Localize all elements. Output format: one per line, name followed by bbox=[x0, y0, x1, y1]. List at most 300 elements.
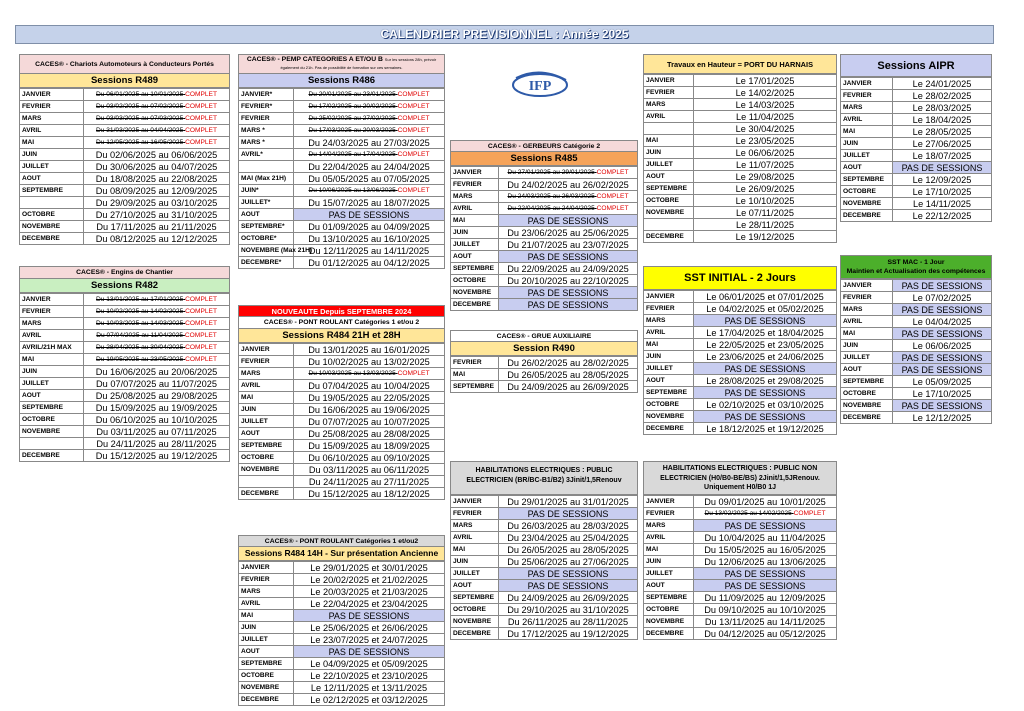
date-cell: Le 29/08/2025 bbox=[694, 171, 837, 183]
date-cell: Du 24/11/2025 au 27/11/2025 bbox=[294, 476, 445, 488]
table-row bbox=[239, 634, 445, 646]
complet-badge: COMPLET bbox=[397, 126, 430, 134]
complet-badge: COMPLET bbox=[397, 102, 430, 110]
table-row bbox=[239, 682, 445, 694]
date-cell: Du 24/09/2025 au 26/09/2025 bbox=[499, 592, 638, 604]
table-row bbox=[644, 339, 837, 351]
table-row bbox=[451, 532, 638, 544]
table-row bbox=[239, 149, 445, 161]
month-cell: FEVRIER bbox=[644, 87, 694, 99]
table-row bbox=[451, 275, 638, 287]
complet-badge: COMPLET bbox=[397, 369, 430, 377]
month-cell: OCTOBRE bbox=[239, 670, 294, 682]
table-row bbox=[451, 604, 638, 616]
month-cell: MAI bbox=[644, 544, 694, 556]
header-title: SST MAC - 1 Jour bbox=[887, 259, 945, 266]
date-cell: Le 17/01/2025 bbox=[694, 75, 837, 87]
table-row bbox=[239, 562, 445, 574]
date-text: Du 25/02/2025 au 27/02/2025 bbox=[308, 114, 396, 122]
date-cell: Le 28/08/2025 et 29/08/2025 bbox=[694, 375, 837, 387]
complet-badge: COMPLET bbox=[596, 204, 629, 212]
table-row bbox=[239, 245, 445, 257]
month-cell: DECEMBRE bbox=[239, 488, 294, 500]
date-cell: Du 25/08/2025 au 28/08/2025 bbox=[294, 428, 445, 440]
session-title: Sessions R489 bbox=[19, 74, 230, 88]
session-title: Session R490 bbox=[450, 342, 638, 356]
date-cell: Du 15/09/2025 au 18/09/2025 bbox=[294, 440, 445, 452]
month-cell: DECEMBRE bbox=[644, 423, 694, 435]
month-cell: MAI bbox=[841, 328, 893, 340]
table-row bbox=[20, 113, 230, 125]
month-cell: NOVEMBRE bbox=[20, 426, 84, 438]
table-row bbox=[239, 233, 445, 245]
page-title: CALENDRIER PREVISIONNEL : Année 2025 bbox=[15, 25, 994, 44]
date-cell: Le 07/02/2025 bbox=[893, 292, 992, 304]
date-cell: PAS DE SESSIONS bbox=[893, 304, 992, 316]
table-row bbox=[841, 174, 992, 186]
month-cell: JANVIER bbox=[20, 89, 84, 101]
table-row bbox=[644, 520, 837, 532]
table-row bbox=[644, 387, 837, 399]
block-header: CACES® - Engins de Chantier bbox=[19, 266, 230, 279]
table-row bbox=[20, 89, 230, 101]
date-cell: Du 19/05/2025 au 22/05/2025 bbox=[294, 392, 445, 404]
table-row bbox=[239, 476, 445, 488]
table-row bbox=[451, 616, 638, 628]
date-text: Du 12/05/2025 au 16/05/2025 bbox=[96, 138, 184, 146]
date-text: Du 10/03/2025 au 14/03/2025 bbox=[96, 319, 184, 327]
table-row bbox=[20, 450, 230, 462]
month-cell: OCTOBRE bbox=[239, 452, 294, 464]
date-cell: Le 17/10/2025 bbox=[893, 388, 992, 400]
session-title: Sessions R484 14H - Sur présentation Ancienne bbox=[238, 547, 445, 561]
month-cell: JANVIER bbox=[841, 280, 893, 292]
date-text: Du 28/04/2025 au 30/04/2025 bbox=[96, 343, 184, 351]
table-row bbox=[239, 185, 445, 197]
session-table bbox=[643, 495, 837, 640]
month-cell: AOUT bbox=[239, 428, 294, 440]
table-row bbox=[644, 616, 837, 628]
table-row bbox=[644, 195, 837, 207]
date-cell: Du 10/02/2025 au 13/02/2025 bbox=[294, 356, 445, 368]
month-cell: JUIN bbox=[239, 404, 294, 416]
month-cell: NOVEMBRE bbox=[841, 400, 893, 412]
complet-badge: COMPLET bbox=[397, 150, 430, 158]
date-cell: Le 04/02/2025 et 05/02/2025 bbox=[694, 303, 837, 315]
table-row bbox=[644, 207, 837, 219]
table-row bbox=[239, 452, 445, 464]
date-cell bbox=[84, 354, 230, 366]
month-cell: MARS bbox=[841, 304, 893, 316]
month-cell bbox=[239, 476, 294, 488]
table-row bbox=[644, 592, 837, 604]
month-cell: SEPTEMBRE bbox=[451, 263, 499, 275]
table-row bbox=[644, 351, 837, 363]
session-table bbox=[19, 88, 230, 245]
date-cell: PAS DE SESSIONS bbox=[694, 411, 837, 423]
table-row bbox=[239, 173, 445, 185]
date-text: Du 13/01/2025 au 17/01/2025 bbox=[96, 295, 184, 303]
table-row bbox=[239, 161, 445, 173]
month-cell: AVRIL bbox=[841, 114, 893, 126]
table-row bbox=[644, 231, 837, 243]
month-cell: NOVEMBRE bbox=[644, 616, 694, 628]
date-cell: Du 09/01/2025 au 10/01/2025 bbox=[694, 496, 837, 508]
session-table bbox=[450, 166, 638, 311]
table-row bbox=[20, 125, 230, 137]
date-cell bbox=[294, 89, 445, 101]
table-row bbox=[644, 183, 837, 195]
month-cell: NOVEMBRE bbox=[644, 411, 694, 423]
date-cell: Du 07/07/2025 au 10/07/2025 bbox=[294, 416, 445, 428]
month-cell: MAI bbox=[841, 126, 893, 138]
month-cell: JANVIER bbox=[20, 294, 84, 306]
month-cell: FEVRIER bbox=[239, 356, 294, 368]
block-habilitation-electricien bbox=[450, 461, 638, 640]
month-cell: JUIN bbox=[239, 622, 294, 634]
month-cell: AOUT bbox=[644, 580, 694, 592]
date-cell: Du 07/04/2025 au 10/04/2025 bbox=[294, 380, 445, 392]
block-r489 bbox=[19, 54, 230, 245]
table-row bbox=[451, 357, 638, 369]
table-row bbox=[451, 203, 638, 215]
table-row bbox=[644, 159, 837, 171]
table-row bbox=[20, 294, 230, 306]
month-cell: MAI bbox=[239, 610, 294, 622]
complet-badge: COMPLET bbox=[185, 126, 217, 134]
date-cell: Du 29/09/2025 au 03/10/2025 bbox=[84, 197, 230, 209]
date-cell bbox=[84, 306, 230, 318]
date-cell: Du 20/10/2025 au 22/10/2025 bbox=[499, 275, 638, 287]
table-row bbox=[841, 102, 992, 114]
date-cell: Le 20/03/2025 et 21/03/2025 bbox=[294, 586, 445, 598]
month-cell: AOUT bbox=[20, 390, 84, 402]
complet-badge: COMPLET bbox=[185, 90, 217, 98]
date-cell: Du 26/05/2025 au 28/05/2025 bbox=[499, 369, 638, 381]
date-cell: PAS DE SESSIONS bbox=[694, 520, 837, 532]
month-cell: JUILLET bbox=[451, 568, 499, 580]
month-cell: JUILLET bbox=[644, 159, 694, 171]
ifp-logo bbox=[508, 68, 572, 100]
month-cell: MARS bbox=[239, 368, 294, 380]
complet-badge: COMPLET bbox=[185, 114, 217, 122]
table-row bbox=[239, 694, 445, 706]
session-table bbox=[238, 343, 445, 500]
session-title: Sessions R486 bbox=[238, 74, 445, 88]
month-cell: JUIN bbox=[644, 556, 694, 568]
month-cell: JUIN bbox=[841, 138, 893, 150]
date-cell: Du 13/01/2025 au 16/01/2025 bbox=[294, 344, 445, 356]
block-r482 bbox=[19, 266, 230, 462]
table-row bbox=[239, 89, 445, 101]
table-row bbox=[239, 101, 445, 113]
month-cell: MARS * bbox=[239, 137, 294, 149]
date-cell: Du 29/01/2025 au 31/01/2025 bbox=[499, 496, 638, 508]
month-cell: MAI (Max 21H) bbox=[239, 173, 294, 185]
table-row bbox=[239, 598, 445, 610]
date-cell: Le 12/09/2025 bbox=[893, 174, 992, 186]
table-row bbox=[239, 380, 445, 392]
date-cell: Du 11/09/2025 au 12/09/2025 bbox=[694, 592, 837, 604]
block-header: CACES® - GERBEURS Catégorie 2 bbox=[450, 140, 638, 152]
month-cell: AVRIL bbox=[20, 330, 84, 342]
month-cell: DECEMBRE bbox=[20, 450, 84, 462]
date-cell: PAS DE SESSIONS bbox=[893, 280, 992, 292]
table-row bbox=[451, 580, 638, 592]
date-cell: Le 17/04/2025 et 18/04/2025 bbox=[694, 327, 837, 339]
table-row bbox=[644, 556, 837, 568]
table-row bbox=[451, 544, 638, 556]
table-row bbox=[20, 161, 230, 173]
date-cell: Le 04/09/2025 et 05/09/2025 bbox=[294, 658, 445, 670]
date-cell: Du 30/06/2025 au 04/07/2025 bbox=[84, 161, 230, 173]
date-cell: Du 15/07/2025 au 18/07/2025 bbox=[294, 197, 445, 209]
date-cell: PAS DE SESSIONS bbox=[294, 610, 445, 622]
table-row bbox=[451, 556, 638, 568]
block-r490 bbox=[450, 330, 638, 393]
complet-badge: COMPLET bbox=[397, 186, 430, 194]
date-cell: Le 23/05/2025 bbox=[694, 135, 837, 147]
date-cell: Le 14/03/2025 bbox=[694, 99, 837, 111]
month-cell: OCTOBRE bbox=[644, 604, 694, 616]
complet-badge: COMPLET bbox=[185, 343, 217, 351]
month-cell: JANVIER bbox=[644, 291, 694, 303]
date-cell: PAS DE SESSIONS bbox=[294, 209, 445, 221]
month-cell: JANVIER* bbox=[239, 89, 294, 101]
month-cell: FEVRIER bbox=[451, 508, 499, 520]
date-cell: PAS DE SESSIONS bbox=[499, 568, 638, 580]
session-title: Sessions R484 21H et 28H bbox=[238, 329, 445, 343]
table-row bbox=[841, 364, 992, 376]
date-cell: Du 16/06/2025 au 20/06/2025 bbox=[84, 366, 230, 378]
month-cell: AVRIL bbox=[841, 316, 893, 328]
month-cell: MAI bbox=[644, 135, 694, 147]
date-cell: Du 29/10/2025 au 31/10/2025 bbox=[499, 604, 638, 616]
table-row bbox=[841, 412, 992, 424]
session-title: Sessions R485 bbox=[450, 152, 638, 166]
month-cell: AVRIL bbox=[644, 111, 694, 123]
date-cell bbox=[294, 125, 445, 137]
month-cell: MARS bbox=[20, 113, 84, 125]
month-cell: JUILLET bbox=[841, 150, 893, 162]
month-cell: DECEMBRE bbox=[644, 231, 694, 243]
month-cell: OCTOBRE bbox=[451, 275, 499, 287]
table-row bbox=[451, 369, 638, 381]
block-sst-initial bbox=[643, 266, 837, 435]
date-cell: Du 10/04/2025 au 11/04/2025 bbox=[694, 532, 837, 544]
month-cell: AOUT bbox=[451, 580, 499, 592]
block-header: CACES® - GRUE AUXILIAIRE bbox=[450, 330, 638, 342]
table-row bbox=[239, 574, 445, 586]
month-cell: MARS bbox=[20, 318, 84, 330]
month-cell: FEVRIER bbox=[20, 101, 84, 113]
table-row bbox=[644, 87, 837, 99]
table-row bbox=[20, 221, 230, 233]
table-row bbox=[451, 520, 638, 532]
date-cell: Du 23/04/2025 au 25/04/2025 bbox=[499, 532, 638, 544]
date-cell: Du 25/06/2025 au 27/06/2025 bbox=[499, 556, 638, 568]
table-row bbox=[644, 135, 837, 147]
date-cell bbox=[84, 137, 230, 149]
table-row bbox=[644, 508, 837, 520]
table-row bbox=[451, 381, 638, 393]
date-cell: Du 26/05/2025 au 28/05/2025 bbox=[499, 544, 638, 556]
date-cell: Le 22/10/2025 et 23/10/2025 bbox=[294, 670, 445, 682]
date-cell: Le 12/11/2025 et 13/11/2025 bbox=[294, 682, 445, 694]
month-cell: JANVIER bbox=[451, 167, 499, 179]
month-cell: DECEMBRE bbox=[841, 412, 893, 424]
table-row bbox=[644, 75, 837, 87]
complet-badge: COMPLET bbox=[596, 168, 629, 176]
table-row bbox=[239, 658, 445, 670]
date-cell: Le 25/06/2025 et 26/06/2025 bbox=[294, 622, 445, 634]
session-table bbox=[19, 293, 230, 462]
header-subtitle: Maintien et Actualisation des compétences bbox=[846, 268, 986, 275]
table-row bbox=[644, 219, 837, 231]
block-r485 bbox=[450, 140, 638, 311]
date-cell: Du 13/11/2025 au 14/11/2025 bbox=[694, 616, 837, 628]
date-text: Du 14/04/2025 au 17/04/2025 bbox=[308, 150, 396, 158]
month-cell: NOVEMBRE bbox=[20, 221, 84, 233]
date-cell: Du 16/06/2025 au 19/06/2025 bbox=[294, 404, 445, 416]
month-cell: FEVRIER bbox=[239, 574, 294, 586]
month-cell: MAI bbox=[20, 354, 84, 366]
table-row bbox=[644, 327, 837, 339]
table-row bbox=[239, 392, 445, 404]
date-cell: Le 28/11/2025 bbox=[694, 219, 837, 231]
month-cell: JANVIER bbox=[239, 344, 294, 356]
complet-badge: COMPLET bbox=[185, 102, 217, 110]
date-cell bbox=[294, 368, 445, 380]
date-cell: Du 06/10/2025 au 09/10/2025 bbox=[294, 452, 445, 464]
month-cell: AOUT bbox=[644, 375, 694, 387]
date-cell: Le 02/12/2025 et 03/12/2025 bbox=[294, 694, 445, 706]
table-row bbox=[841, 376, 992, 388]
session-table bbox=[840, 77, 992, 222]
month-cell: JUIN bbox=[20, 149, 84, 161]
month-cell: OCTOBRE bbox=[644, 399, 694, 411]
date-cell: Du 13/10/2025 au 16/10/2025 bbox=[294, 233, 445, 245]
month-cell: MARS bbox=[644, 520, 694, 532]
month-cell: JANVIER bbox=[841, 78, 893, 90]
table-row bbox=[20, 438, 230, 450]
table-row bbox=[841, 78, 992, 90]
block-r486 bbox=[238, 54, 445, 269]
table-row bbox=[20, 101, 230, 113]
date-cell: PAS DE SESSIONS bbox=[893, 364, 992, 376]
table-row bbox=[841, 138, 992, 150]
table-row bbox=[20, 342, 230, 354]
month-cell: AVRIL bbox=[239, 598, 294, 610]
table-row bbox=[451, 227, 638, 239]
month-cell bbox=[20, 438, 84, 450]
date-text: Du 22/04/2025 au 24/04/2025 bbox=[507, 204, 595, 212]
table-row bbox=[451, 167, 638, 179]
table-row bbox=[20, 233, 230, 245]
month-cell: MARS bbox=[644, 315, 694, 327]
table-row bbox=[239, 416, 445, 428]
date-cell: Le 04/04/2025 bbox=[893, 316, 992, 328]
table-row bbox=[451, 191, 638, 203]
table-row bbox=[20, 185, 230, 197]
block-header: Travaux en Hauteur = PORT DU HARNAIS bbox=[643, 54, 837, 74]
complet-badge: COMPLET bbox=[397, 114, 430, 122]
block-sst-mac bbox=[840, 255, 992, 424]
date-cell bbox=[84, 318, 230, 330]
date-cell bbox=[499, 191, 638, 203]
date-cell: Du 15/09/2025 au 19/09/2025 bbox=[84, 402, 230, 414]
table-row bbox=[644, 628, 837, 640]
month-cell: AOUT bbox=[841, 364, 893, 376]
month-cell: OCTOBRE bbox=[644, 195, 694, 207]
date-text: Du 31/03/2025 au 04/04/2025 bbox=[96, 126, 184, 134]
complet-badge: COMPLET bbox=[185, 307, 217, 315]
month-cell: OCTOBRE* bbox=[239, 233, 294, 245]
table-row bbox=[239, 257, 445, 269]
session-table bbox=[643, 290, 837, 435]
table-row bbox=[239, 209, 445, 221]
table-row bbox=[451, 251, 638, 263]
date-cell bbox=[294, 113, 445, 125]
month-cell: SEPTEMBRE bbox=[451, 381, 499, 393]
date-cell: Le 29/01/2025 et 30/01/2025 bbox=[294, 562, 445, 574]
month-cell: JUILLET bbox=[20, 378, 84, 390]
month-cell: MARS bbox=[451, 520, 499, 532]
date-cell: Le 14/11/2025 bbox=[893, 198, 992, 210]
month-cell: JUILLET bbox=[451, 239, 499, 251]
table-row bbox=[841, 316, 992, 328]
table-row bbox=[644, 399, 837, 411]
month-cell: MAI bbox=[644, 339, 694, 351]
block-r484 bbox=[238, 305, 445, 500]
block-habilitation-non-electricien bbox=[643, 461, 837, 640]
month-cell: MAI bbox=[451, 544, 499, 556]
date-text: Du 13/02/2025 au 14/02/2025 bbox=[704, 509, 792, 517]
month-cell: AVRIL/21H MAX bbox=[20, 342, 84, 354]
table-row bbox=[20, 137, 230, 149]
month-cell: JUIN bbox=[451, 556, 499, 568]
date-cell: Du 26/02/2025 au 28/02/2025 bbox=[499, 357, 638, 369]
complet-badge: COMPLET bbox=[185, 138, 217, 146]
date-cell: PAS DE SESSIONS bbox=[893, 162, 992, 174]
block-header: CACES® - Chariots Automoteurs à Conducteurs Portés bbox=[19, 54, 230, 74]
month-cell: FEVRIER bbox=[644, 303, 694, 315]
month-cell: DECEMBRE* bbox=[239, 257, 294, 269]
table-row bbox=[841, 126, 992, 138]
date-cell: Du 26/11/2025 au 28/11/2025 bbox=[499, 616, 638, 628]
table-row bbox=[644, 171, 837, 183]
table-row bbox=[239, 440, 445, 452]
date-cell: Le 06/06/2025 bbox=[694, 147, 837, 159]
session-table bbox=[643, 74, 837, 243]
table-row bbox=[644, 147, 837, 159]
date-cell bbox=[694, 508, 837, 520]
block-aipr bbox=[840, 54, 992, 222]
date-cell: Le 24/01/2025 bbox=[893, 78, 992, 90]
date-cell: Du 25/08/2025 au 29/08/2025 bbox=[84, 390, 230, 402]
month-cell: AVRIL bbox=[239, 380, 294, 392]
month-cell: SEPTEMBRE bbox=[841, 174, 893, 186]
table-row bbox=[239, 197, 445, 209]
date-cell: Le 23/06/2025 et 24/06/2025 bbox=[694, 351, 837, 363]
date-cell: Le 30/04/2025 bbox=[694, 123, 837, 135]
table-row bbox=[644, 423, 837, 435]
table-row bbox=[841, 328, 992, 340]
date-text: Du 06/01/2025 au 10/01/2025 bbox=[96, 90, 184, 98]
month-cell bbox=[644, 219, 694, 231]
table-row bbox=[20, 390, 230, 402]
block-header: SST INITIAL - 2 Jours bbox=[643, 266, 837, 290]
